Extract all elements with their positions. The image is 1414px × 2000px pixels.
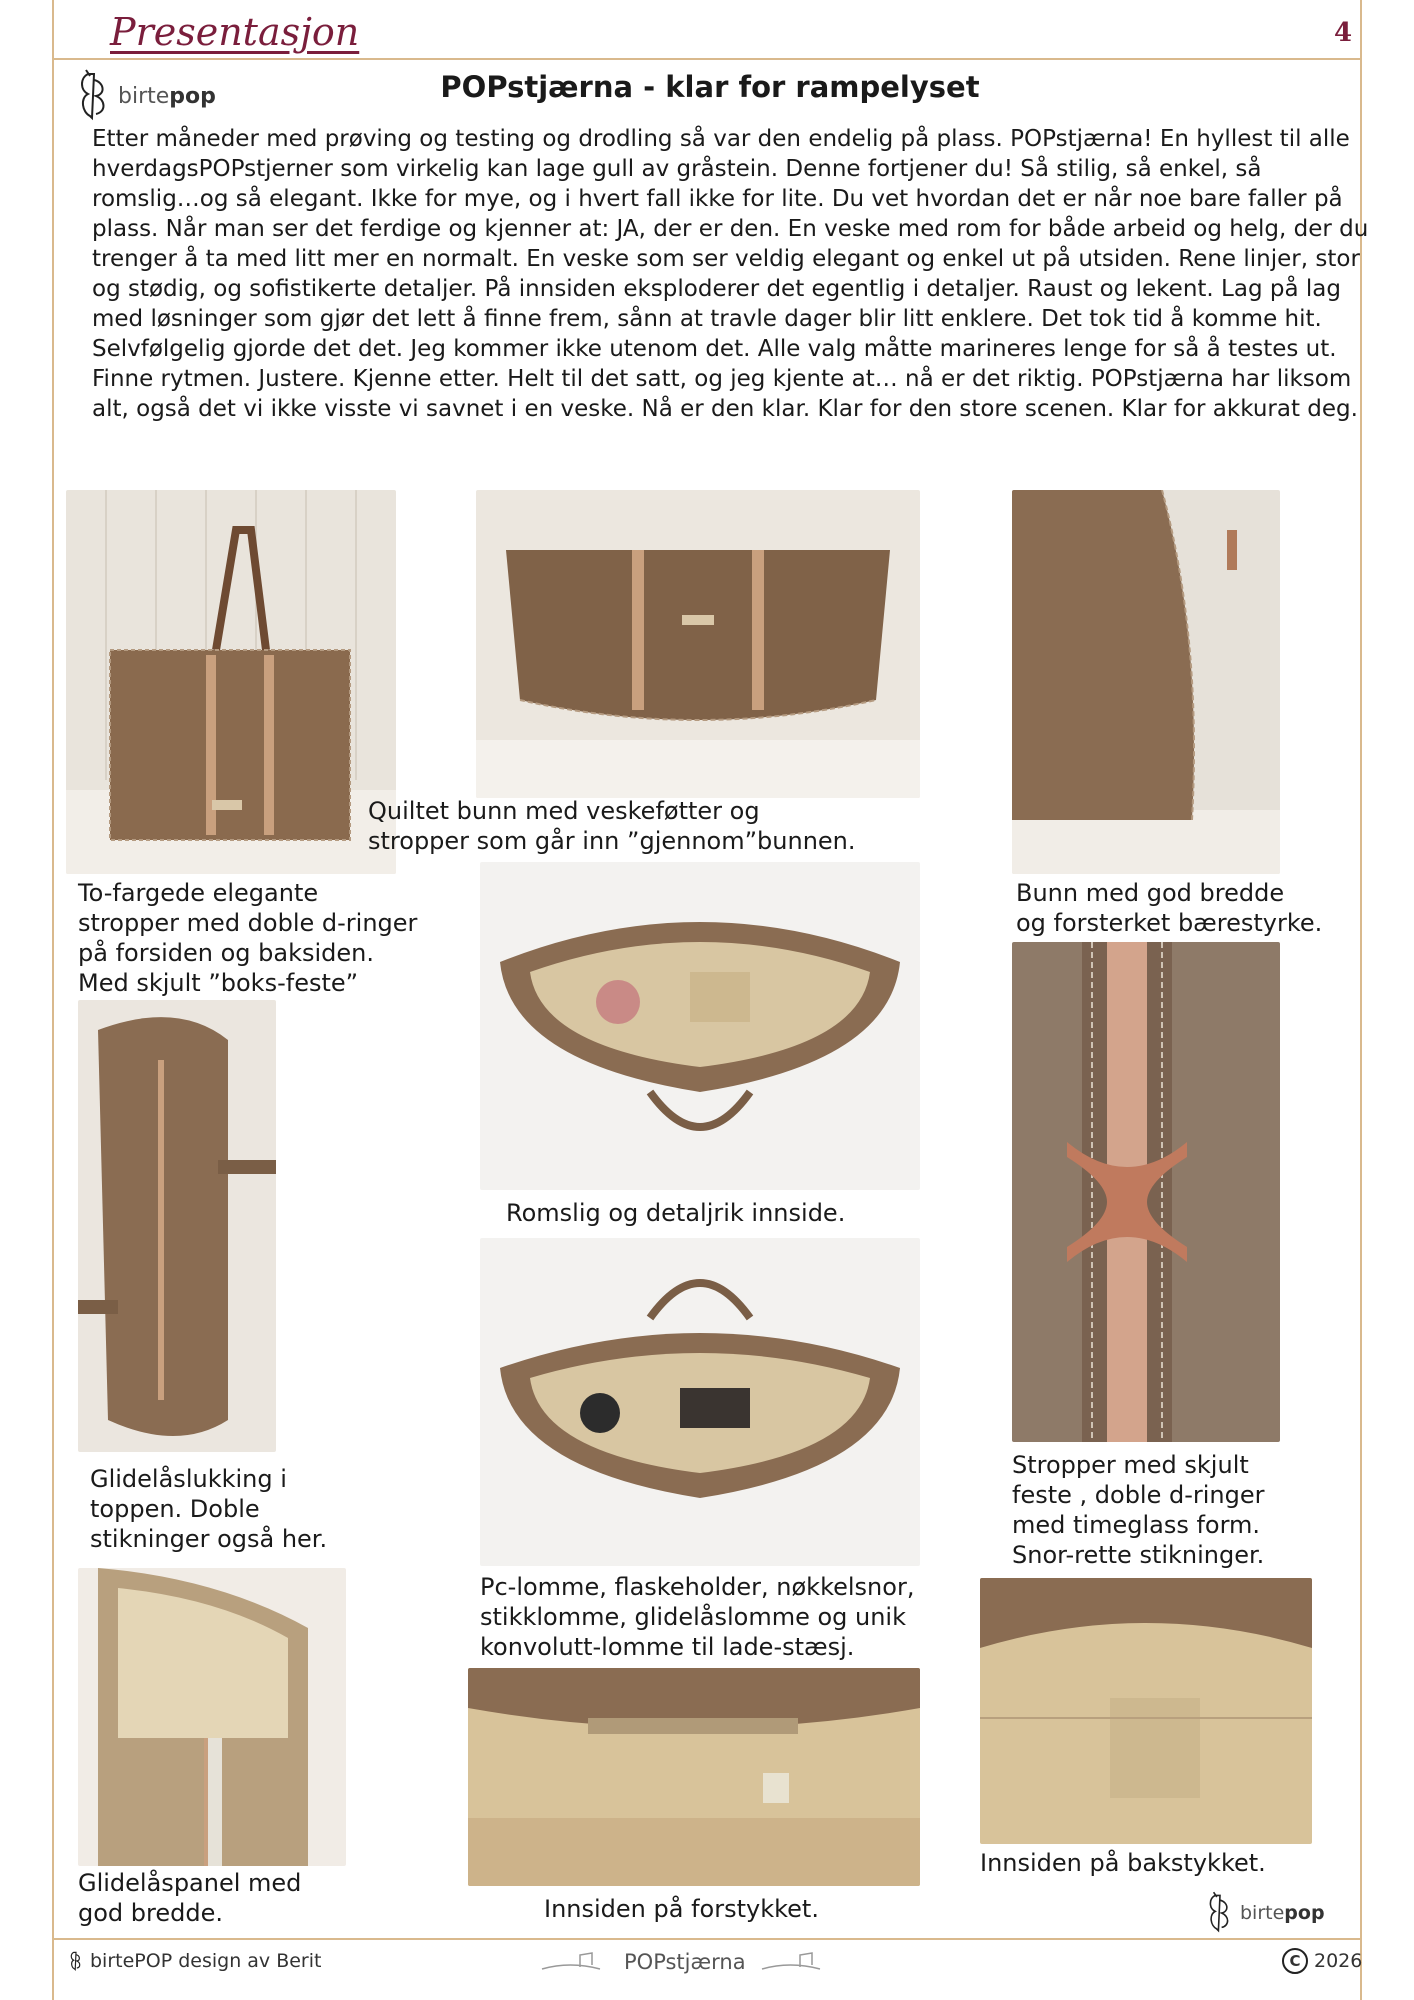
footer-pattern-name (540, 1950, 830, 1974)
photo-zipper-panel (78, 1568, 346, 1866)
copyright-icon: C (1282, 1948, 1308, 1974)
document-title: POPstjærna - klar for rampelyset (440, 70, 980, 104)
music-note-flourish-icon (760, 1951, 830, 1973)
caption-zipper-panel: Glidelåspanel med god bredde. (78, 1869, 302, 1927)
footer-pattern-text: POPstjærna (624, 1950, 746, 1974)
caption-spacious: Romslig og detaljrik innside. (506, 1199, 846, 1227)
photo-bag-front (66, 490, 396, 874)
caption-straps: To-fargede elegante stropper med doble d-ringer på forsiden og baksiden. Med skjult ”boks-feste” (78, 879, 418, 997)
caption-bottom-width: Bunn med god bredde og forsterket bærestyrke. (1016, 879, 1323, 937)
footer-year: 2026 (1314, 1950, 1363, 1972)
photo-bag-bottom (476, 490, 920, 798)
caption-inside-back: Innsiden på bakstykket. (980, 1849, 1266, 1877)
header-divider (52, 58, 1362, 60)
footer-credit (68, 1950, 321, 1972)
photo-inside-pockets (480, 1238, 920, 1566)
caption-hidden-strap: Stropper med skjult feste , doble d-ringer med timeglass form. Snor-rette stikninger. (1012, 1451, 1265, 1569)
photo-zipper-top (78, 1000, 276, 1452)
caption-pockets: Pc-lomme, flaskeholder, nøkkelsnor, stikklomme, glidelåslomme og unik konvolutt-lomme til lade-stæsj. (480, 1573, 915, 1661)
butterfly-logo-icon (74, 68, 114, 124)
footer-copyright (1282, 1948, 1362, 1974)
logo-wordmark: birtepop (1240, 1902, 1325, 1924)
brand-logo (74, 68, 216, 124)
page-border-left (52, 0, 54, 2000)
photo-bag-side (1012, 490, 1280, 874)
caption-inside-front: Innsiden på forstykket. (544, 1895, 819, 1923)
brand-logo-bottom (1204, 1890, 1325, 1936)
page-number: 4 (1334, 18, 1353, 48)
photo-inside-front (468, 1668, 920, 1886)
photo-inside-spacious (480, 862, 920, 1190)
intro-paragraph: Etter måneder med prøving og testing og drodling så var den endelig på plass. POPstjærna! En hyllest til alle hverdagsPOPstjerner som virkelig kan lage gull av gråstein. Denne fortjener du! Så stilig, så enkel, så romslig…og så elegant. Ikke for mye, og i hvert fall ikke for lite. Du vet hvordan det er når noe bare faller på plass. Når man ser det ferdige og kjenner at: JA, der er den. En veske med rom for både arbeid og helg, der du trenger å ta med litt mer en normalt. En veske som ser veldig elegant og enkel ut på utsiden. Rene linjer, stor og stødig, og sofistikerte detaljer. På innsiden eksploderer det egentlig i detaljer. Raust og lekent. Lag på lag med løsninger som gjør det lett å finne frem, sånn at travle dager blir litt enklere. Det tok tid å komme hit. Selvfølgelig gjorde det det. Jeg kommer ikke utenom det. Alle valg måtte marineres lenge for så å testes ut. Finne rytmen. Justere. Kjenne etter. Helt til det satt, og jeg kjente at… nå er det riktig. POPstjærna har liksom alt, også det vi ikke visste vi savnet i en veske. Nå er den klar. Klar for den store scenen. Klar for akkurat deg. (92, 126, 1369, 422)
photo-inside-back (980, 1578, 1312, 1844)
butterfly-logo-icon (68, 1950, 84, 1972)
butterfly-logo-icon (1204, 1890, 1236, 1936)
logo-wordmark: birtepop (118, 83, 216, 109)
photo-hidden-strap (1012, 942, 1280, 1442)
section-title: Presentasjon (110, 10, 360, 54)
music-note-flourish-icon (540, 1951, 610, 1973)
footer-divider (52, 1938, 1362, 1940)
caption-zipper-top: Glidelåslukking i toppen. Doble stikninger også her. (90, 1465, 328, 1553)
caption-quilted-bottom: Quiltet bunn med veskeføtter og stropper som går inn ”gjennom”bunnen. (368, 797, 856, 855)
footer-credit-text: birtePOP design av Berit (90, 1950, 322, 1972)
